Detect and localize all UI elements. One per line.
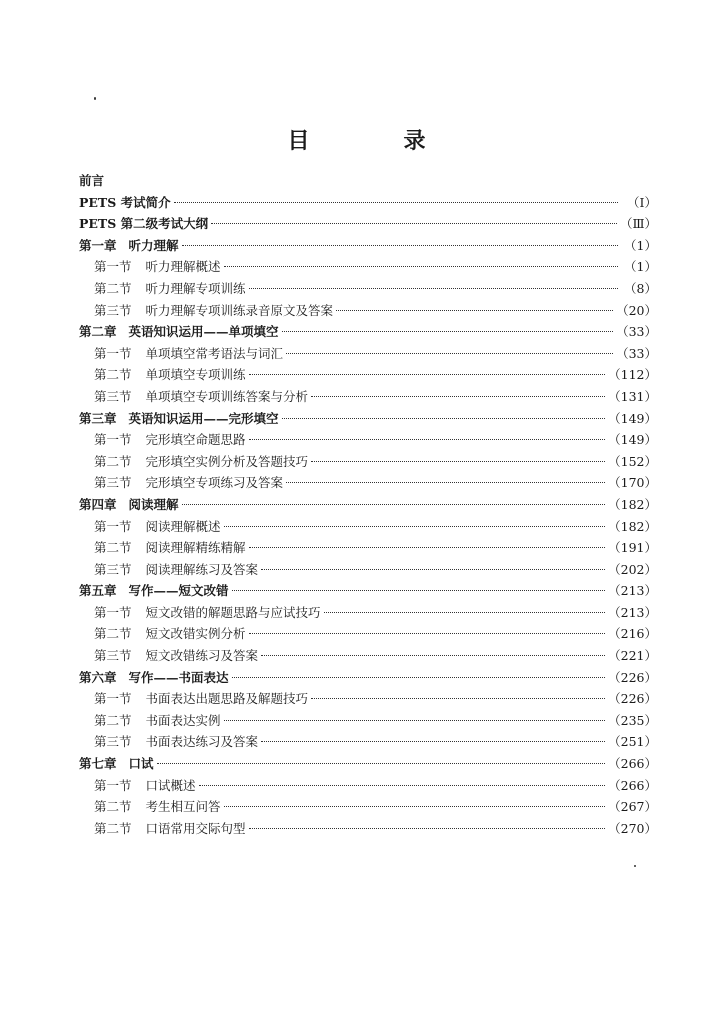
toc-section-entry (79, 559, 657, 581)
toc-section-entry (79, 710, 657, 732)
toc-entry-label (94, 645, 258, 667)
toc-entry-label (79, 494, 179, 516)
toc-section-entry (79, 602, 657, 624)
toc-section-entry (79, 451, 657, 473)
toc-page-number: （251） (608, 734, 657, 750)
toc-entry-title: 听力理解 (128, 237, 179, 253)
toc-entry-label (94, 429, 246, 451)
toc-entry-label (94, 451, 308, 473)
toc-entry-label (94, 818, 246, 840)
table-of-contents (79, 170, 657, 839)
toc-section-entry (79, 645, 657, 667)
toc-entry-number: 第二节 (94, 820, 132, 836)
dot-leader (249, 547, 606, 548)
dot-leader (232, 590, 606, 591)
toc-page-number: （182） (608, 518, 657, 534)
toc-page-number: （20） (616, 302, 657, 318)
toc-entry-label (94, 537, 246, 559)
dot-leader (286, 353, 613, 354)
toc-entry-title: 写作——短文改错 (128, 583, 229, 599)
toc-entry-number: 第二章 (79, 324, 117, 340)
dot-leader (249, 828, 606, 829)
toc-page-number: （213） (608, 604, 657, 620)
scan-speck (94, 97, 96, 100)
toc-entry-label (94, 516, 221, 538)
toc-entry-label (94, 364, 246, 386)
toc-chapter-entry (79, 192, 657, 214)
dot-leader (249, 439, 606, 440)
toc-entry-title: 口语常用交际句型 (145, 820, 246, 836)
toc-entry-label (94, 386, 308, 408)
toc-entry-number: 第七章 (79, 756, 117, 772)
toc-entry-label (94, 559, 258, 581)
toc-entry-label (94, 796, 221, 818)
toc-entry-label (79, 321, 279, 343)
dot-leader (311, 698, 605, 699)
dot-leader (157, 763, 606, 764)
dot-leader (224, 720, 606, 721)
toc-section-entry (79, 796, 657, 818)
toc-entry-label (94, 710, 221, 732)
toc-entry-label (94, 623, 246, 645)
toc-page-number: （33） (616, 345, 657, 361)
toc-entry-title: 完形填空专项练习及答案 (145, 475, 284, 491)
dot-leader (282, 418, 606, 419)
toc-section-entry (79, 472, 657, 494)
toc-chapter-entry (79, 321, 657, 343)
toc-page-number: （267） (608, 799, 657, 815)
toc-entry-number: 第二节 (94, 626, 132, 642)
toc-entry-label (94, 602, 321, 624)
toc-page-number: （131） (608, 388, 657, 404)
toc-entry-label (94, 300, 333, 322)
toc-entry-label (94, 472, 283, 494)
toc-entry-title: 完形填空命题思路 (145, 432, 246, 448)
dot-leader (311, 461, 605, 462)
toc-entry-number: 第二节 (94, 540, 132, 556)
dot-leader (224, 526, 606, 527)
scan-speck (634, 865, 636, 867)
dot-leader (261, 741, 605, 742)
toc-entry-label (79, 753, 154, 775)
toc-entry-title: 阅读理解概述 (145, 518, 221, 534)
dot-leader (182, 245, 618, 246)
toc-entry-number: 第三节 (94, 302, 132, 318)
toc-entry-title: 阅读理解 (128, 496, 179, 512)
toc-entry-title: 前言 (79, 173, 105, 188)
toc-entry-label (94, 775, 196, 797)
toc-section-entry (79, 343, 657, 365)
toc-page-number: （152） (608, 453, 657, 469)
toc-entry-title: 听力理解专项训练录音原文及答案 (145, 302, 334, 318)
toc-section-entry (79, 278, 657, 300)
toc-entry-title: 阅读理解精练精解 (145, 540, 246, 556)
toc-entry-title: 书面表达出题思路及解题技巧 (145, 691, 309, 707)
dot-leader (311, 396, 605, 397)
toc-page-number: （226） (608, 691, 657, 707)
toc-entry-number: 第一节 (94, 604, 132, 620)
toc-section-entry (79, 731, 657, 753)
toc-entry-number: 第三节 (94, 648, 132, 664)
toc-entry-label (79, 213, 208, 235)
toc-entry-label (94, 343, 283, 365)
toc-page-number: （226） (608, 669, 657, 685)
toc-entry-title: 阅读理解练习及答案 (145, 561, 259, 577)
toc-entry-label (79, 192, 171, 214)
toc-entry-number: 第二节 (94, 712, 132, 728)
toc-entry-number: 第四章 (79, 496, 117, 512)
dot-leader (249, 633, 606, 634)
toc-chapter-entry (79, 580, 657, 602)
toc-section-entry (79, 386, 657, 408)
toc-entry-title: 完形填空实例分析及答题技巧 (145, 453, 309, 469)
toc-page-number: （112） (608, 367, 657, 383)
toc-section-entry (79, 818, 657, 840)
dot-leader (182, 504, 606, 505)
toc-chapter-entry (79, 235, 657, 257)
page-title: 目 录 (287, 128, 462, 154)
toc-page-number: （235） (608, 712, 657, 728)
toc-entry-number: 第二节 (94, 280, 132, 296)
toc-entry-number: 第一章 (79, 237, 117, 253)
toc-section-entry (79, 429, 657, 451)
toc-entry-number: 第一节 (94, 777, 132, 793)
toc-page-number: （182） (608, 496, 657, 512)
toc-entry-number: 第五章 (79, 583, 117, 599)
toc-entry-number: 第三章 (79, 410, 117, 426)
toc-entry-label (79, 235, 179, 257)
toc-entry-number: 第一节 (94, 691, 132, 707)
toc-entry-title: 短文改错练习及答案 (145, 648, 259, 664)
toc-entry-number: 第二节 (94, 453, 132, 469)
dot-leader (286, 482, 605, 483)
toc-entry-title: 听力理解专项训练 (145, 280, 246, 296)
dot-leader (249, 288, 618, 289)
dot-leader (232, 677, 606, 678)
toc-section-entry (79, 623, 657, 645)
toc-entry-label (79, 408, 279, 430)
toc-page-number: （149） (608, 410, 657, 426)
toc-entry-title: 口试概述 (145, 777, 196, 793)
toc-chapter-entry (79, 213, 657, 235)
toc-entry-label (79, 170, 104, 192)
toc-page-number: （Ⅲ） (619, 216, 657, 232)
toc-section-entry (79, 300, 657, 322)
toc-entry-number: 第一节 (94, 259, 132, 275)
toc-chapter-entry (79, 494, 657, 516)
toc-entry-label (94, 731, 258, 753)
dot-leader (249, 374, 606, 375)
toc-page-number: （221） (608, 648, 657, 664)
toc-chapter-entry (79, 408, 657, 430)
toc-page-number: （149） (608, 432, 657, 448)
toc-entry-number: 第一节 (94, 345, 132, 361)
toc-page-number: （1） (624, 237, 657, 253)
toc-section-entry (79, 537, 657, 559)
toc-section-entry (79, 688, 657, 710)
toc-page-number: （1） (624, 259, 657, 275)
toc-entry-number: 第三节 (94, 475, 132, 491)
toc-entry-title: 口试 (128, 756, 154, 772)
toc-entry-title: PETS 第二级考试大纲 (79, 216, 209, 232)
toc-section-entry (79, 775, 657, 797)
dot-leader (282, 331, 614, 332)
toc-chapter-entry (79, 170, 657, 192)
toc-section-entry (79, 516, 657, 538)
toc-entry-label (94, 256, 221, 278)
toc-entry-number: 第一节 (94, 518, 132, 534)
toc-entry-number: 第三节 (94, 561, 132, 577)
dot-leader (199, 785, 606, 786)
toc-entry-number: 第二节 (94, 367, 132, 383)
toc-entry-number: 第三节 (94, 734, 132, 750)
toc-entry-label (94, 688, 308, 710)
toc-entry-title: 单项填空专项训练 (145, 367, 246, 383)
toc-entry-number: 第三节 (94, 388, 132, 404)
toc-page-number: （216） (608, 626, 657, 642)
toc-page-number: （266） (608, 777, 657, 793)
toc-entry-title: 英语知识运用——完形填空 (128, 410, 279, 426)
toc-entry-title: 短文改错的解题思路与应试技巧 (145, 604, 321, 620)
toc-page-number: （266） (608, 756, 657, 772)
toc-entry-number: 第一节 (94, 432, 132, 448)
toc-entry-label (79, 667, 229, 689)
toc-entry-title: 书面表达实例 (145, 712, 221, 728)
toc-entry-title: 考生相互问答 (145, 799, 221, 815)
toc-entry-title: 英语知识运用——单项填空 (128, 324, 279, 340)
toc-entry-title: 书面表达练习及答案 (145, 734, 259, 750)
dot-leader (336, 310, 613, 311)
toc-entry-number: 第二节 (94, 799, 132, 815)
toc-page-number: （33） (616, 324, 657, 340)
toc-page-number: （213） (608, 583, 657, 599)
toc-entry-title: 单项填空专项训练答案与分析 (145, 388, 309, 404)
dot-leader (261, 569, 605, 570)
toc-entry-title: 单项填空常考语法与词汇 (145, 345, 284, 361)
dot-leader (224, 266, 618, 267)
dot-leader (211, 223, 617, 224)
toc-page-number: （270） (608, 820, 657, 836)
toc-page-number: （8） (624, 280, 657, 296)
toc-chapter-entry (79, 753, 657, 775)
toc-entry-title: 听力理解概述 (145, 259, 221, 275)
toc-entry-number: 第六章 (79, 669, 117, 685)
dot-leader (224, 806, 606, 807)
toc-page-number: （170） (608, 475, 657, 491)
toc-entry-title: 短文改错实例分析 (145, 626, 246, 642)
toc-section-entry (79, 364, 657, 386)
toc-entry-title: PETS 考试简介 (79, 194, 171, 210)
dot-leader (324, 612, 606, 613)
toc-page-number: （202） (608, 561, 657, 577)
dot-leader (261, 655, 605, 656)
toc-entry-label (79, 580, 229, 602)
toc-section-entry (79, 256, 657, 278)
toc-chapter-entry (79, 667, 657, 689)
dot-leader (174, 202, 618, 203)
toc-entry-label (94, 278, 246, 300)
toc-entry-title: 写作——书面表达 (128, 669, 229, 685)
toc-page-number: （191） (608, 540, 657, 556)
toc-page-number: （Ⅰ） (627, 194, 657, 210)
